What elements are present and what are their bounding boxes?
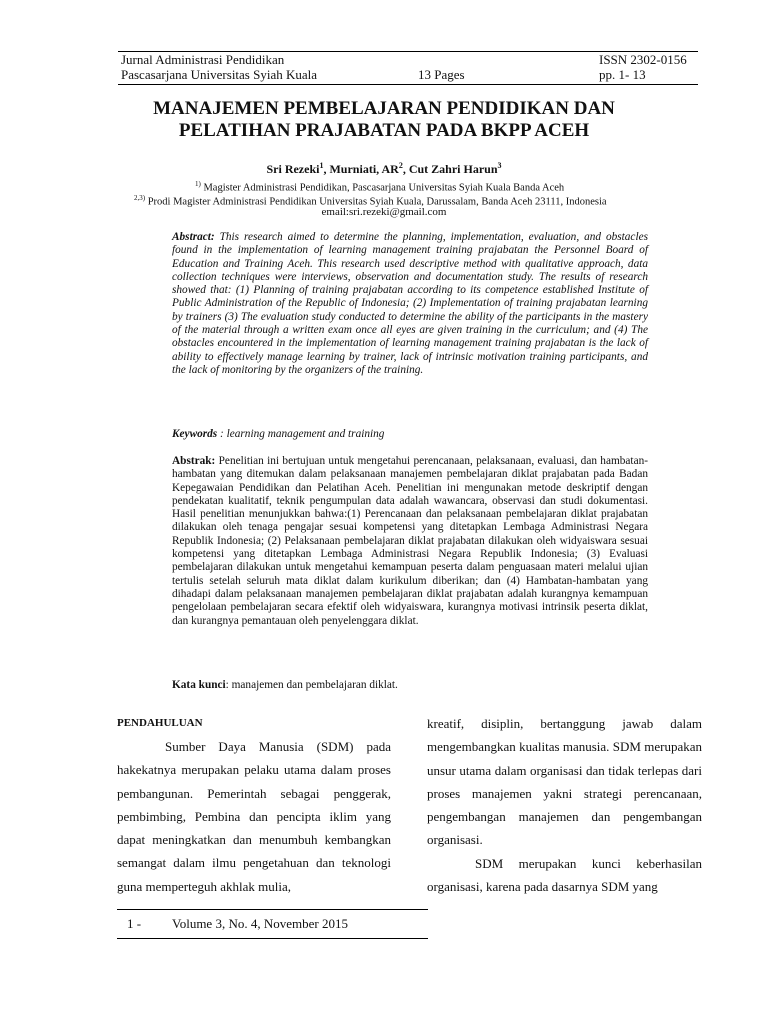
abstrak-text: Penelitian ini bertujuan untuk mengetahui perencanaan, pelaksanaan, evaluasi, dan hambatan-hambatan yang ditemukan dalam pelaksanaan manajemen pembelajaran diklat prajabatan pada Badan Kepegawaian Pendidikan dan Pelatihan Aceh. Penelitian ini mengunakan metode deskriptif dengan pendekatan kualitatif, teknik pengumpulan data adalah wawancara, observasi dan studi dokumentasi. Hasil penelitian menunjukkan bahwa:(1) Perencanaan dan pelaksanaan pembelajaran diklat prajabatan dilakukan oleh tenaga pengajar sesuai kompetensi yang ditetapkan Lembaga Administrasi Negara Republik Indonesia; (2) Pelaksanaan pembelajaran diklat prajabatan dilakukan oleh widyaiswara sesuai kompetensi yang ditetapkan Lembaga Administrasi Negara Republik Indonesia; (3) Evaluasi pembelajaran dilakukan untuk mengetahui kemampuan peserta dalam penguasaan materi melalui ujian tertulis setelah seluruh mata diklat dalam kurikulum diberikan; dan (4) Hambatan-hambatan yang dihadapi dalam pelaksanaan manajemen pembelajaran diklat prajabatan adalah kurangnya kemampuan pengelolaan pembelajaran secara efektif oleh widyaiswara, kurangnya motivasi intrinsik peserta diklat, dan kurangnya pemantauan oleh penyelenggara diklat. [172,455,648,627]
affiliation-2-sup: 2,3) [134,194,146,202]
footer-bottom-rule [117,938,428,939]
kata-kunci-text: : manajemen dan pembelajaran diklat. [225,679,398,691]
author-2-sup: 2 [398,161,403,170]
keywords-indonesian [172,679,398,691]
author-list [100,161,668,177]
author-1: Sri Rezeki [266,162,320,176]
university-name: Pascasarjana Universitas Syiah Kuala [121,67,318,82]
keywords-text: : learning management and training [217,428,385,440]
title-line-1: MANAJEMEN PEMBELAJARAN PENDIDIKAN DAN [153,98,615,119]
keywords-english [172,428,384,440]
paper-title [100,98,668,142]
section-heading-pendahuluan: PENDAHULUAN [117,717,203,729]
title-line-2: PELATIHAN PRAJABATAN PADA BKPP ACEH [178,120,590,141]
affiliation-1-sup: 1) [195,180,201,188]
journal-name: Jurnal Administrasi Pendidikan [121,52,285,67]
left-column-body [117,735,391,898]
footer-volume: Volume 3, No. 4, November 2015 [172,916,348,931]
abstract-english [172,231,648,377]
kata-kunci-label: Kata kunci [172,679,226,691]
abstract-indonesian [172,455,648,628]
affiliation-1-text: Magister Administrasi Pendidikan, Pascasarjana Universitas Syiah Kuala Banda Aceh [200,182,565,194]
footer-page-number: 1 - [127,916,142,931]
keywords-label: Keywords [172,428,218,440]
affiliation-2-text: Prodi Magister Administrasi Pendidikan Universitas Syiah Kuala, Darussalam, Banda Aceh 23111, Indonesia [145,196,607,208]
footer-rule [117,909,428,910]
right-column-body [427,712,702,898]
abstrak-label: Abstrak: [172,455,216,467]
page-range: pp. 1- 13 [599,67,646,82]
abstract-label: Abstract: [172,231,215,243]
author-email: email:sri.rezeki@gmail.com [321,206,447,218]
author-2: , Murniati, AR [323,162,399,176]
page-count: 13 Pages [418,67,465,82]
header-bottom-rule [118,84,698,85]
author-1-sup: 1 [319,161,324,170]
issn: ISSN 2302-0156 [599,52,687,67]
right-paragraph-2: SDM merupakan kunci keberhasilan organisasi, karena pada dasarnya SDM yang [427,855,702,895]
right-paragraph-1: kreatif, disiplin, bertanggung jawab dalam mengembangkan kualitas manusia. SDM merupakan unsur utama dalam organisasi dan tidak terlepas dari proses manajemen yakni strategi perencanaan, pengembangan manajemen dan pengembangan organisasi. [427,716,702,848]
abstract-text: This research aimed to determine the planning, implementation, evaluation, and obstacles found in the implementation of learning management training prajabatan the Personnel Board of Education and Training Aceh. This research used descriptive method with qualitative approach, data collection techniques were interviews, observation and documentation study. The results of research showed that: (1) Planning of training prajabatan according to its competence established Institute of Public Administration of the Republic of Indonesia; (2) Implementation of training prajabatan learning by trainers (3) The evaluation study conducted to determine the ability of the participants in the mastery of the material through a written exam once all eyes are given training in the curriculum; and (4) The obstacles encountered in the implementation of learning management training prajabatan is the lack of ability to effectively manage learning by trainer, lack of intrinsic motivation training participants, and the lack of monitoring by the organizers of the training. [172,231,648,376]
intro-paragraph: Sumber Daya Manusia (SDM) pada hakekatnya merupakan pelaku utama dalam proses pembangunan. Pemerintah sebagai penggerak, pembimbing, Pembina dan pencipta iklim yang dapat meningkatkan dan menumbuh kembangkan semangat dalam ilmu pengetahuan dan teknologi guna memperteguh akhlak mulia, [117,739,391,894]
author-3: , Cut Zahri Harun [402,162,498,176]
author-3-sup: 3 [497,161,502,170]
